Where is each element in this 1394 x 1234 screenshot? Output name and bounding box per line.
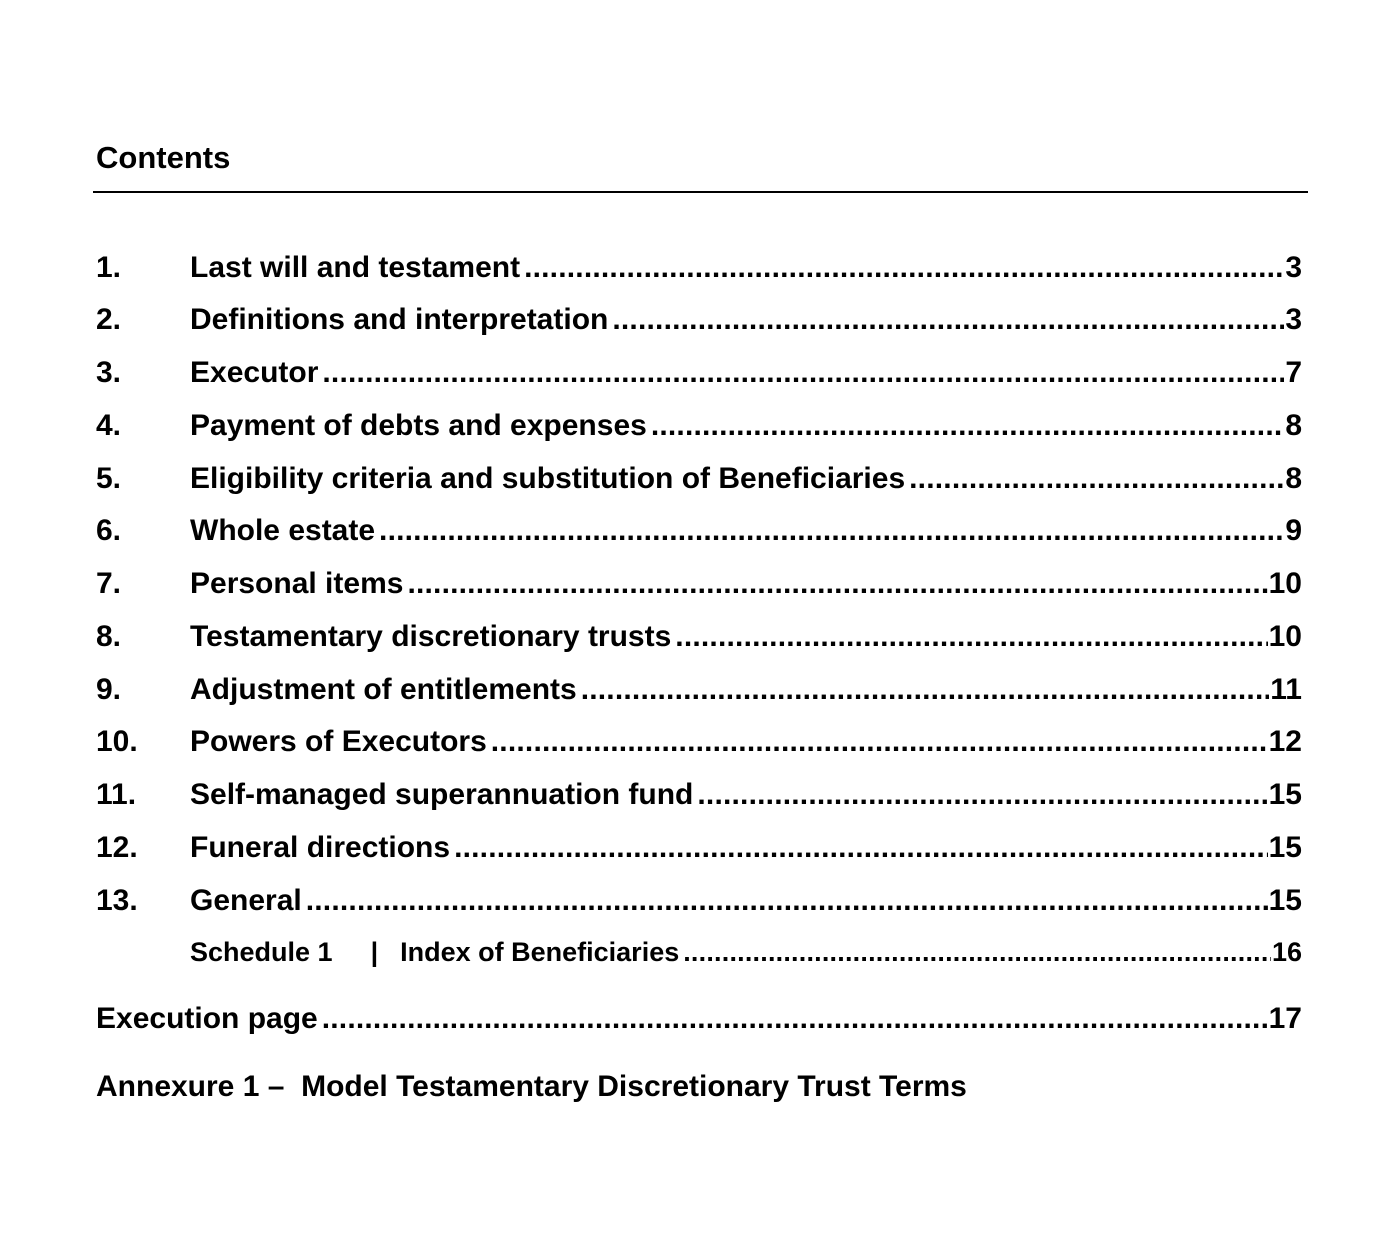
- toc-page-number: 15: [1268, 775, 1302, 815]
- toc-entry-execution-page[interactable]: [96, 999, 1302, 1039]
- toc-entry-2[interactable]: [96, 300, 1302, 340]
- toc-page-number: 3: [1284, 248, 1302, 288]
- toc-page-number: 15: [1268, 881, 1302, 921]
- toc-dot-leader: [651, 406, 1285, 446]
- toc-number: 8.: [96, 620, 122, 653]
- toc-dot-leader: [454, 828, 1268, 868]
- toc-title: Executor: [190, 353, 322, 393]
- toc-dot-leader: [675, 617, 1267, 657]
- toc-entry-schedule-1[interactable]: [190, 932, 1302, 972]
- toc-page-number: 11: [1269, 670, 1302, 710]
- toc-dot-leader: [491, 722, 1268, 762]
- toc-title: Execution page: [96, 999, 322, 1039]
- toc-entry-4[interactable]: [96, 406, 1302, 446]
- toc-title: Whole estate: [190, 511, 379, 551]
- toc-page-number: 12: [1268, 722, 1302, 762]
- toc-dot-leader: [612, 300, 1284, 340]
- toc-dot-leader: [697, 775, 1267, 815]
- toc-entry-7[interactable]: [96, 564, 1302, 604]
- toc-title: Last will and testament: [190, 248, 524, 288]
- toc-dot-leader: [524, 248, 1284, 288]
- toc-entry-1[interactable]: [96, 248, 1302, 288]
- toc-dot-leader: [581, 670, 1270, 710]
- page-title: Contents: [96, 140, 231, 175]
- toc-number: 10.: [96, 725, 138, 758]
- toc-page-number: 3: [1284, 300, 1302, 340]
- toc-page-number: 15: [1268, 828, 1302, 868]
- toc-page-number: 10: [1268, 617, 1302, 657]
- toc-dot-leader: [322, 999, 1268, 1039]
- toc-entry-6[interactable]: [96, 511, 1302, 551]
- toc-number: 13.: [96, 884, 138, 917]
- toc-page-number: 10: [1268, 564, 1302, 604]
- toc-title: Self-managed superannuation fund: [190, 775, 697, 815]
- toc-page-number: 16: [1271, 932, 1302, 972]
- toc-number: 12.: [96, 831, 138, 864]
- toc-title: Eligibility criteria and substitution of Beneficiaries: [190, 459, 909, 499]
- toc-title: Adjustment of entitlements: [190, 670, 581, 710]
- toc-number: 1.: [96, 251, 122, 284]
- toc-entry-11[interactable]: [96, 775, 1302, 815]
- toc-dot-leader: [322, 353, 1284, 393]
- toc-entry-12[interactable]: [96, 828, 1302, 868]
- toc-entry-5[interactable]: [96, 459, 1302, 499]
- toc-number: 5.: [96, 462, 122, 495]
- toc-page-number: 8: [1284, 459, 1302, 499]
- toc-page-number: 8: [1284, 406, 1302, 446]
- toc-number: 4.: [96, 409, 122, 442]
- toc-page-number: 9: [1284, 511, 1302, 551]
- toc-title: Definitions and interpretation: [190, 300, 612, 340]
- toc-page-number: 7: [1284, 353, 1302, 393]
- toc-entry-annexure-1[interactable]: [96, 1067, 967, 1107]
- toc-number: 11.: [96, 778, 137, 811]
- toc-entry-3[interactable]: [96, 353, 1302, 393]
- schedule-separator: |: [370, 937, 379, 967]
- toc-title: Index of Beneficiaries: [400, 932, 683, 972]
- toc-title: Payment of debts and expenses: [190, 406, 651, 446]
- toc-entry-10[interactable]: [96, 722, 1302, 762]
- toc-number: 2.: [96, 303, 122, 336]
- toc-title: Funeral directions: [190, 828, 454, 868]
- schedule-label: Schedule 1: [190, 937, 333, 967]
- toc-title: Annexure 1 – Model Testamentary Discretionary Trust Terms: [96, 1070, 967, 1103]
- toc-dot-leader: [379, 511, 1284, 551]
- toc-title: Powers of Executors: [190, 722, 491, 762]
- toc-page-number: 17: [1268, 999, 1302, 1039]
- toc-title: Personal items: [190, 564, 407, 604]
- toc-title: General: [190, 881, 306, 921]
- toc-entry-13[interactable]: [96, 881, 1302, 921]
- toc-title: Testamentary discretionary trusts: [190, 617, 675, 657]
- toc-dot-leader: [306, 881, 1268, 921]
- toc-dot-leader: [683, 932, 1271, 972]
- toc-number: 6.: [96, 514, 122, 547]
- toc-entry-9[interactable]: [96, 670, 1302, 710]
- toc-number: 3.: [96, 356, 122, 389]
- toc-number: 9.: [96, 673, 122, 706]
- toc-number: 7.: [96, 567, 122, 600]
- toc-entry-8[interactable]: [96, 617, 1302, 657]
- toc-dot-leader: [407, 564, 1267, 604]
- toc-dot-leader: [909, 459, 1284, 499]
